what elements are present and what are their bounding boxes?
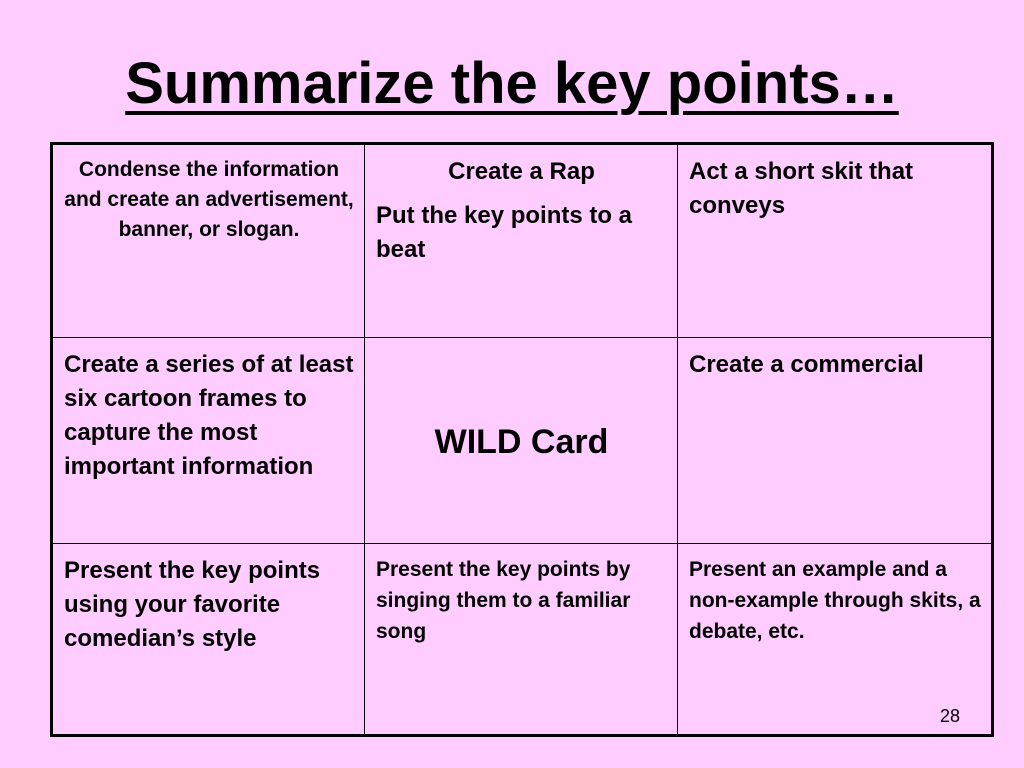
slide-title <box>0 40 1024 128</box>
cell-commercial-text: Create a commercial <box>689 351 924 378</box>
cell-skit-text: Act a short skit that conveys <box>689 158 914 219</box>
slide-title-text: Summarize the key points… <box>125 51 899 116</box>
grid-row-2 <box>52 338 993 544</box>
cell-advertisement-text: Condense the information and create an advertisement, banner, or slogan. <box>64 158 354 241</box>
grid-row-1 <box>52 144 993 338</box>
cell-song-text: Present the key points by singing them to a familiar song <box>376 558 631 643</box>
cell-song <box>365 544 678 736</box>
cell-rap-heading: Create a Rap <box>448 158 595 185</box>
cell-cartoon <box>52 338 365 544</box>
cell-rap-text: Put the key points to a beat <box>376 202 633 263</box>
cell-commercial <box>678 338 993 544</box>
cell-rap <box>365 144 678 338</box>
cell-example-text: Present an example and a non-example through skits, a debate, etc. <box>689 558 981 643</box>
cell-advertisement <box>52 144 365 338</box>
activity-choice-grid <box>50 142 994 737</box>
cell-wild-card-text: WILD Card <box>434 422 609 461</box>
grid-row-3 <box>52 544 993 736</box>
cell-wild-card <box>365 338 678 544</box>
cell-cartoon-text: Create a series of at least six cartoon frames to capture the most important information <box>64 351 354 480</box>
cell-skit <box>678 144 993 338</box>
page-number: 28 <box>940 706 961 726</box>
cell-comedian-text: Present the key points using your favorite comedian’s style <box>64 557 321 652</box>
cell-comedian <box>52 544 365 736</box>
